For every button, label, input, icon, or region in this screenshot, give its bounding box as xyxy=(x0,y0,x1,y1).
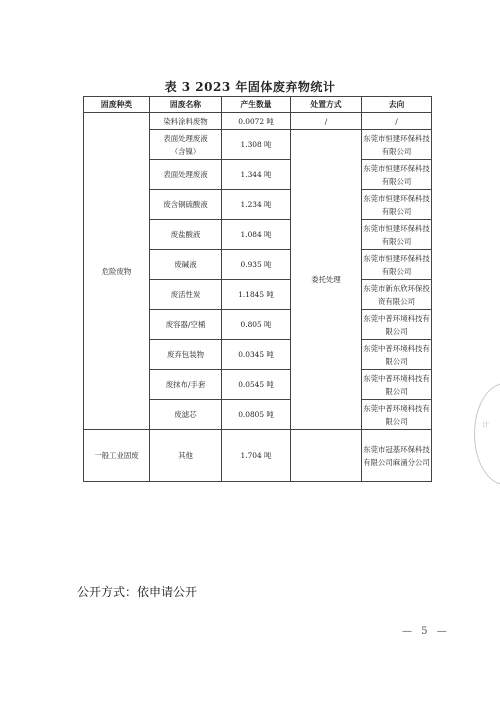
waste-name: 废抹布/手套 xyxy=(150,370,222,400)
waste-name: 废碱液 xyxy=(150,250,222,280)
header-method: 处置方式 xyxy=(291,97,362,113)
destination: 东莞中普环境科技有限公司 xyxy=(362,310,432,340)
waste-quantity: 0.0545 吨 xyxy=(222,370,291,400)
partial-seal-stamp xyxy=(474,383,500,485)
destination: 东莞中普环境科技有限公司 xyxy=(362,370,432,400)
waste-quantity: 1.1845 吨 xyxy=(222,280,291,310)
waste-name: 其他 xyxy=(150,430,222,482)
waste-name: 染料涂料废物 xyxy=(150,113,222,130)
disposal-method-shared: 委托处理 xyxy=(291,130,362,430)
destination: 东莞市恒建环保科技有限公司 xyxy=(362,130,432,160)
waste-name: 废容器/空桶 xyxy=(150,310,222,340)
header-quantity: 产生数量 xyxy=(222,97,291,113)
destination: 东莞市恒建环保科技有限公司 xyxy=(362,220,432,250)
disposal-method: / xyxy=(291,113,362,130)
waste-quantity: 0.0072 吨 xyxy=(222,113,291,130)
table-title: 表 3 2023 年固体废弃物统计 xyxy=(164,80,336,94)
destination: 东莞市恒建环保科技有限公司 xyxy=(362,250,432,280)
page-number: — 5 — xyxy=(402,626,450,637)
category-cell-hazardous: 危险废物 xyxy=(84,113,150,430)
disposal-method-blank xyxy=(291,430,362,482)
table-row xyxy=(84,430,432,482)
waste-quantity: 0.805 吨 xyxy=(222,310,291,340)
destination: 东莞中普环境科技有限公司 xyxy=(362,340,432,370)
waste-name: 废弃包装物 xyxy=(150,340,222,370)
destination: 东莞市冠基环保科技有限公司麻涌分公司 xyxy=(362,430,432,482)
waste-name: 废盐酸液 xyxy=(150,220,222,250)
destination: 东莞中普环境科技有限公司 xyxy=(362,400,432,430)
header-row xyxy=(84,97,432,113)
solid-waste-table xyxy=(83,96,432,482)
waste-quantity: 0.935 吨 xyxy=(222,250,291,280)
destination: / xyxy=(362,113,432,130)
header-destination: 去向 xyxy=(362,97,432,113)
waste-name: 废含铜硫酸液 xyxy=(150,190,222,220)
waste-quantity: 0.0345 吨 xyxy=(222,340,291,370)
header-name: 固废名称 xyxy=(150,97,222,113)
waste-quantity: 1.308 吨 xyxy=(222,130,291,160)
waste-quantity: 0.0805 吨 xyxy=(222,400,291,430)
waste-quantity: 1.084 吨 xyxy=(222,220,291,250)
destination: 东莞市新东欣环保投资有限公司 xyxy=(362,280,432,310)
waste-name: 表面处理废液 xyxy=(150,160,222,190)
waste-name: 表面处理废液（含镍） xyxy=(150,130,222,160)
destination: 东莞市恒建环保科技有限公司 xyxy=(362,190,432,220)
waste-name: 废活性炭 xyxy=(150,280,222,310)
waste-name: 废滤芯 xyxy=(150,400,222,430)
category-cell-general: 一般工业固废 xyxy=(84,430,150,482)
destination: 东莞市恒建环保科技有限公司 xyxy=(362,160,432,190)
waste-quantity: 1.344 吨 xyxy=(222,160,291,190)
waste-quantity: 1.234 吨 xyxy=(222,190,291,220)
header-category: 固废种类 xyxy=(84,97,150,113)
waste-quantity: 1.704 吨 xyxy=(222,430,291,482)
table-row xyxy=(84,113,432,130)
seal-text: 计 xyxy=(482,421,489,429)
public-method-text: 公开方式：依申请公开 xyxy=(77,585,198,599)
